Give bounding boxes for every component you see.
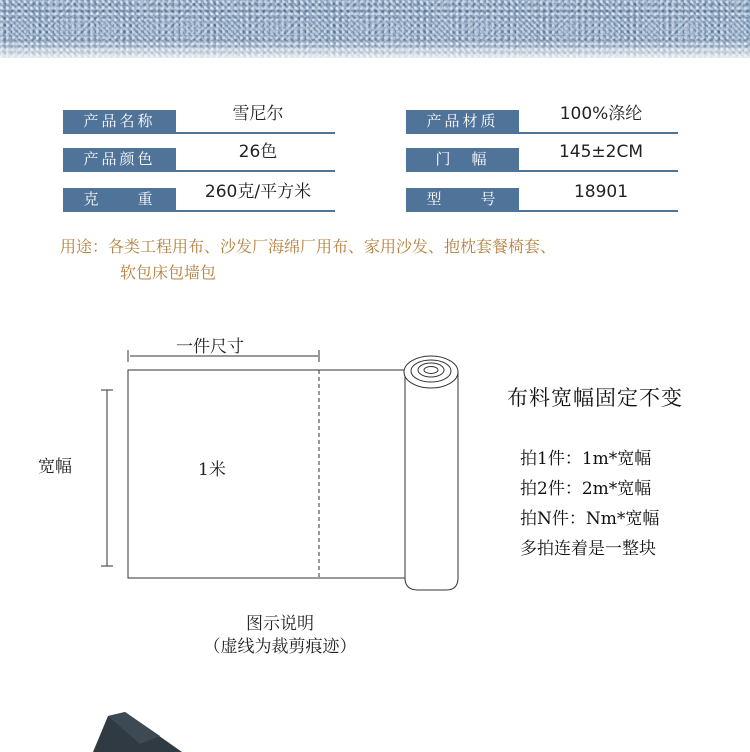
info-line-1: 拍1件：1m*宽幅 — [520, 449, 652, 469]
spec-value: 100%涤纶 — [559, 104, 643, 124]
piece-size-label: 一件尺寸 — [176, 337, 244, 357]
unit-length-label: 1米 — [198, 460, 226, 480]
info-line-3: 拍N件：Nm*宽幅 — [520, 509, 660, 529]
spec-value: 145±2CM — [558, 142, 644, 162]
spec-label: 产品材质 — [406, 110, 519, 132]
spec-value: 26色 — [238, 142, 278, 162]
spec-label: 克 重 — [63, 188, 176, 210]
info-line-2: 拍2件：2m*宽幅 — [520, 479, 652, 499]
spec-value: 260克/平方米 — [204, 182, 312, 202]
width-label: 宽幅 — [38, 457, 72, 477]
usage-line-1: 用途：各类工程用布、沙发厂海绵厂用布、家用沙发、抱枕套餐椅套、 — [60, 237, 557, 256]
spec-value: 18901 — [573, 182, 629, 202]
fixed-width-title: 布料宽幅固定不变 — [507, 386, 683, 410]
spec-label: 型 号 — [406, 188, 519, 210]
diagram-caption-note: （虚线为裁剪痕迹） — [203, 637, 357, 657]
spec-label: 产品名称 — [63, 110, 176, 132]
spec-label: 门 幅 — [406, 148, 519, 170]
usage-line-2: 软包床包墙包 — [120, 263, 217, 282]
diagram-caption-title: 图示说明 — [246, 614, 314, 634]
info-line-4: 多拍连着是一整块 — [520, 539, 656, 559]
spec-value: 雪尼尔 — [232, 104, 284, 124]
spec-label: 产品颜色 — [63, 148, 176, 170]
